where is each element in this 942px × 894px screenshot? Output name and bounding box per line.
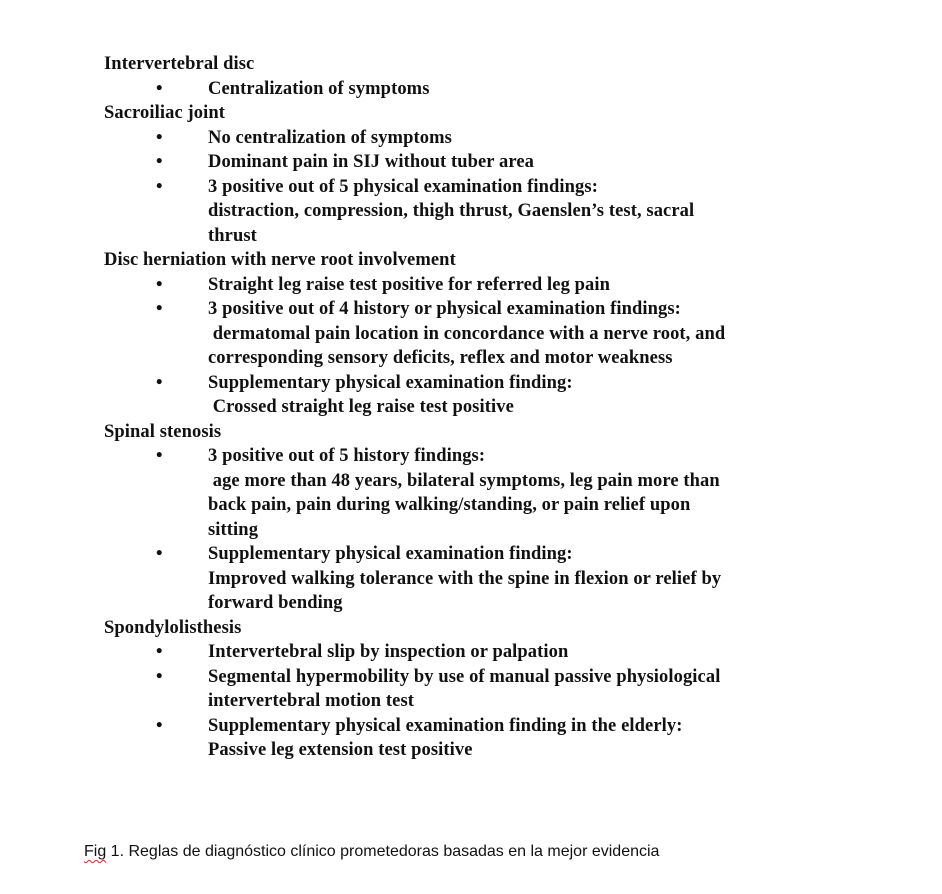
list-item	[104, 542, 904, 616]
list-item	[104, 150, 904, 175]
list-item	[104, 273, 904, 298]
list-item-text: Supplementary physical examination finding:	[208, 372, 573, 393]
list-item-text: distraction, compression, thigh thrust, Gaenslen’s test, sacral	[208, 201, 695, 221]
figure-caption	[84, 842, 659, 862]
list-item-text: Improved walking tolerance with the spine in flexion or relief by	[208, 568, 722, 589]
list-item-text: Straight leg raise test positive for referred leg pain	[208, 274, 611, 295]
list-item	[104, 77, 904, 102]
list-item-text: dermatomal pain location in concordance with a nerve root, and	[208, 323, 726, 344]
list-item-text: Centralization of symptoms	[208, 78, 430, 99]
list-item	[104, 175, 904, 249]
bullet-icon: •	[156, 715, 163, 736]
caption-text: 1. Reglas de diagnóstico clínico prometedoras basadas en la mejor evidencia	[106, 843, 660, 860]
section-heading: Intervertebral disc	[104, 54, 255, 74]
list-item-text: back pain, pain during walking/standing, or pain relief upon	[208, 495, 691, 515]
list-item	[104, 371, 904, 420]
list-item	[104, 126, 904, 151]
bullet-icon: •	[156, 274, 163, 295]
section-heading: Disc herniation with nerve root involvement	[104, 250, 456, 270]
list-item-text: Passive leg extension test positive	[208, 740, 473, 760]
bullet-icon: •	[156, 544, 163, 564]
list-item	[104, 714, 904, 763]
bullet-icon: •	[156, 446, 163, 466]
list-item-text: intervertebral motion test	[208, 691, 415, 711]
list-item-text: sitting	[208, 519, 259, 540]
section-heading: Spinal stenosis	[104, 421, 222, 442]
caption-prefix: Fig	[84, 843, 107, 860]
list-item-text: 3 positive out of 5 physical examination findings:	[208, 176, 598, 197]
list-item-text: age more than 48 years, bilateral symptoms, leg pain more than	[208, 470, 720, 491]
section-heading: Sacroiliac joint	[104, 103, 225, 123]
bullet-icon: •	[156, 666, 163, 687]
bullet-icon: •	[156, 78, 163, 99]
list-item-text: Intervertebral slip by inspection or palpation	[208, 642, 569, 662]
list-item-text: Segmental hypermobility by use of manual passive physiological	[208, 666, 721, 687]
bullet-icon: •	[156, 299, 163, 319]
list-item-text: forward bending	[208, 593, 343, 613]
bullet-icon: •	[156, 642, 163, 662]
list-item-text: No centralization of symptoms	[208, 127, 452, 148]
list-item-text: thrust	[208, 225, 257, 246]
list-item	[104, 640, 904, 665]
list-item	[104, 297, 904, 371]
list-item-text: corresponding sensory deficits, reflex and motor weakness	[208, 348, 673, 368]
criteria-list	[104, 52, 904, 763]
list-item-text: Crossed straight leg raise test positive	[208, 397, 514, 417]
list-item	[104, 444, 904, 542]
bullet-icon: •	[156, 127, 163, 148]
list-item-text: 3 positive out of 5 history findings:	[208, 446, 486, 466]
list-item-text: Dominant pain in SIJ without tuber area	[208, 152, 534, 172]
list-item-text: Supplementary physical examination finding:	[208, 544, 573, 564]
bullet-icon: •	[156, 176, 163, 197]
bullet-icon: •	[156, 152, 163, 172]
bullet-icon: •	[156, 372, 163, 393]
list-item-text: 3 positive out of 4 history or physical examination findings:	[208, 299, 681, 319]
list-item-text: Supplementary physical examination finding in the elderly:	[208, 715, 683, 736]
section-heading: Spondylolisthesis	[104, 617, 242, 638]
list-item	[104, 665, 904, 714]
